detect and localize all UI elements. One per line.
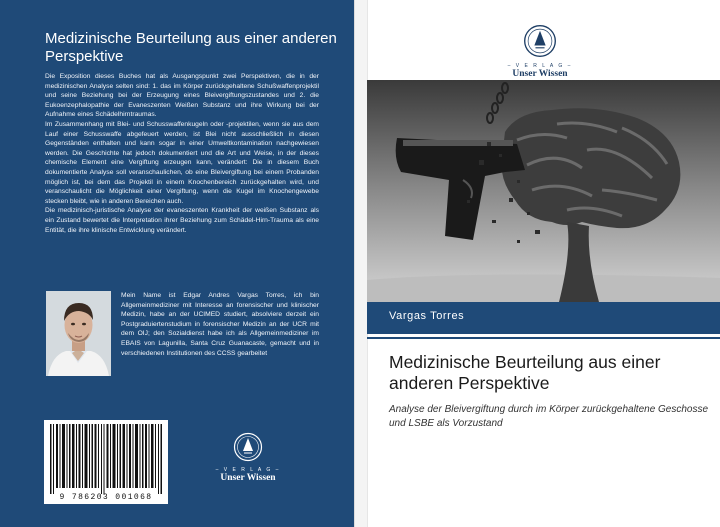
publisher-name: Unser Wissen — [512, 69, 568, 79]
back-cover — [0, 0, 354, 527]
back-publisher-logo — [198, 432, 298, 492]
cover-illustration — [367, 80, 720, 302]
blurb-paragraph: Die medizinisch-juristische Analyse der evaneszenten Krankheit der weißen Substanz als ein Zustand bewertet die Interpretation ihrer Beziehung zum Schädel-Hirn-Trauma als eine Entität, die ihre klinische Entwicklung verändert. — [45, 207, 319, 234]
publisher-emblem-icon — [523, 24, 557, 58]
front-author-name: Vargas Torres — [389, 310, 465, 322]
author-photo — [46, 291, 111, 376]
isbn-number: 9 786203 001068 — [59, 493, 153, 502]
publisher-verlag-label: – V E R L A G – — [507, 63, 573, 69]
divider — [367, 337, 720, 339]
barcode — [44, 420, 168, 504]
front-publisher-logo — [490, 24, 590, 79]
blurb-paragraph: Im Zusammenhang mit Blei- und Schusswaffenkugeln oder -projektilen, wenn sie aus dem Lauf einer Schusswaffe abgefeuert werden, ist Blei nicht ausschließlich in diesen Gegenständen enthalten und kann sogar in einer Umweltkontamination nachgewiesen werden. Die Geschichte hat jedoch dokumentiert und die Art und Weise, in der dieses chemische Element eine Vergiftung erzeugen kann, verändert: Die in diesem Buch dokumentierte Analyse soll veranschaulichen, ob eine Bleivergiftung bei einem Probanden möglich ist, bei dem das Projektil in einem Knochenbereich zurückgehalten wird, und veranschaulicht die Möglichkeit einer Vergiftung, wenn die Kugel im Knochengewebe stecken bleibt, wie in anderen Bereichen auch. — [45, 120, 319, 205]
book-spine — [354, 0, 368, 527]
back-cover-blurb — [45, 72, 319, 235]
front-cover-title: Medizinische Beurteilung aus einer anderen Perspektive — [389, 352, 661, 393]
front-cover-subtitle: Analyse der Bleivergiftung durch im Körper zurückgehaltene Geschosse und LSBE als Vorzustand — [389, 404, 709, 429]
publisher-emblem-icon — [233, 432, 263, 462]
blurb-paragraph: Die Exposition dieses Buches hat als Ausgangspunkt zwei Perspektiven, die in der medizinischen Analyse selten sind: 1. das im Körper zurückgehaltene Schußwaffenprojektil und seine Beziehung bei der Erzeugung eines Bleivergiftungszustandes und 2. die Eukoenzephalopathie der Evaneszenten Weißen Substanz und ihre Wirkung bei der Aufnahme eines Schädelhirntraumas. — [45, 73, 319, 119]
author-bar — [367, 302, 720, 334]
publisher-name: Unser Wissen — [220, 473, 276, 483]
publisher-verlag-label: – V E R L A G – — [215, 467, 281, 473]
author-bio: Mein Name ist Edgar Andres Vargas Torres, ich bin Allgemeinmediziner mit Interesse an forensischer und klinischer Medizin, habe an der UCIMED studiert, absolviere derzeit ein Postgraduiertenstudium in forensischer Medizin an der UCR mit dem OIJ; den Sozialdienst habe ich als Allgemeinmediziner im EBAIS von Lagunilla, Santa Cruz Guanacaste, gemacht und in verschiedenen Institutionen des CCSS gearbeitet — [121, 292, 319, 357]
back-cover-title: Medizinische Beurteilung aus einer anderen Perspektive — [45, 30, 337, 65]
